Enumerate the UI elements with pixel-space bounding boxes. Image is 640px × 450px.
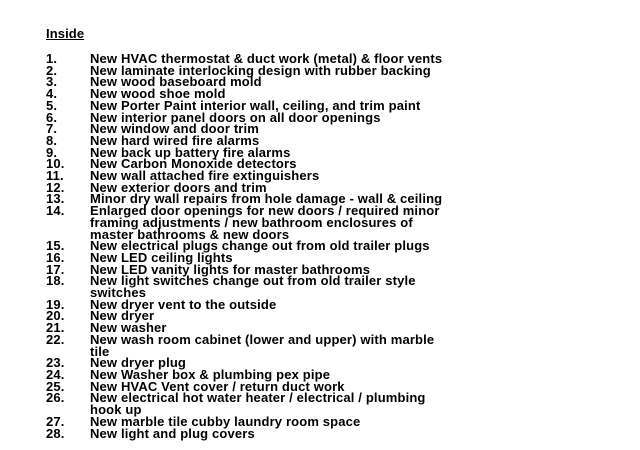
item-number: 1. [46, 51, 58, 66]
list-item [46, 273, 626, 301]
item-text: New Porter Paint interior wall, ceiling, and trim paint [90, 97, 421, 113]
renovation-item-list [46, 53, 626, 439]
item-number: 19. [46, 296, 65, 312]
list-item [46, 205, 626, 240]
item-text: New Carbon Monoxide detectors [90, 156, 297, 172]
item-number: 8. [46, 132, 58, 148]
item-text: New light switches change out from old trailer style switches [90, 273, 416, 301]
item-text: New wall attached fire extinguishers [90, 168, 320, 184]
item-number: 13. [46, 191, 65, 207]
section-heading: Inside [46, 26, 85, 41]
list-item [46, 390, 626, 418]
item-number: 5. [46, 97, 58, 113]
list-item [46, 331, 626, 359]
item-text: New hard wired fire alarms [90, 132, 260, 148]
item-number: 26. [46, 390, 65, 406]
item-number: 27. [46, 413, 65, 429]
item-text: New laminate interlocking design with rubber backing [90, 62, 431, 78]
item-text: New HVAC Vent cover / return duct work [90, 378, 345, 394]
item-number: 3. [46, 74, 58, 90]
item-text: New electrical plugs change out from old trailer plugs [90, 238, 430, 254]
item-number: 12. [46, 179, 65, 195]
item-text: New window and door trim [90, 121, 259, 137]
item-number: 2. [46, 62, 58, 78]
item-text: New marble tile cubby laundry room space [90, 413, 361, 429]
item-number: 22. [46, 331, 65, 347]
item-number: 16. [46, 249, 65, 265]
item-text: New HVAC thermostat & duct work (metal) & floor vents [90, 51, 443, 66]
item-number: 14. [46, 203, 65, 219]
item-text: New LED vanity lights for master bathrooms [90, 261, 371, 277]
item-number: 28. [46, 425, 65, 441]
item-text: Enlarged door openings for new doors / required minor framing adjustments / new bathroom enclosures of master bathrooms & new doors [90, 203, 440, 242]
item-text: New exterior doors and trim [90, 179, 267, 195]
item-text: Minor dry wall repairs from hole damage - wall & ceiling [90, 191, 443, 207]
item-text: New wood baseboard mold [90, 74, 262, 90]
item-text: New washer [90, 320, 167, 336]
item-number: 6. [46, 109, 58, 125]
item-number: 9. [46, 144, 58, 160]
item-number: 7. [46, 121, 58, 137]
list-item [46, 425, 626, 441]
item-text: New electrical hot water heater / electrical / plumbing hook up [90, 390, 426, 418]
item-text: New back up battery fire alarms [90, 144, 291, 160]
item-number: 21. [46, 320, 65, 336]
item-number: 23. [46, 355, 65, 371]
item-number: 15. [46, 238, 65, 254]
item-number: 4. [46, 86, 58, 102]
item-number: 17. [46, 261, 65, 277]
item-number: 20. [46, 308, 65, 324]
item-number: 11. [46, 168, 64, 184]
item-text: New Washer box & plumbing pex pipe [90, 366, 331, 382]
item-number: 25. [46, 378, 65, 394]
item-text: New dryer [90, 308, 155, 324]
item-number: 24. [46, 366, 65, 382]
item-number: 10. [46, 156, 65, 172]
item-text: New dryer vent to the outside [90, 296, 277, 312]
item-text: New wash room cabinet (lower and upper) with marble tile [90, 331, 435, 359]
item-text: New LED ceiling lights [90, 249, 233, 265]
item-text: New light and plug covers [90, 425, 255, 441]
item-number: 18. [46, 273, 65, 289]
item-text: New dryer plug [90, 355, 187, 371]
item-text: New wood shoe mold [90, 86, 226, 102]
item-text: New interior panel doors on all door openings [90, 109, 381, 125]
